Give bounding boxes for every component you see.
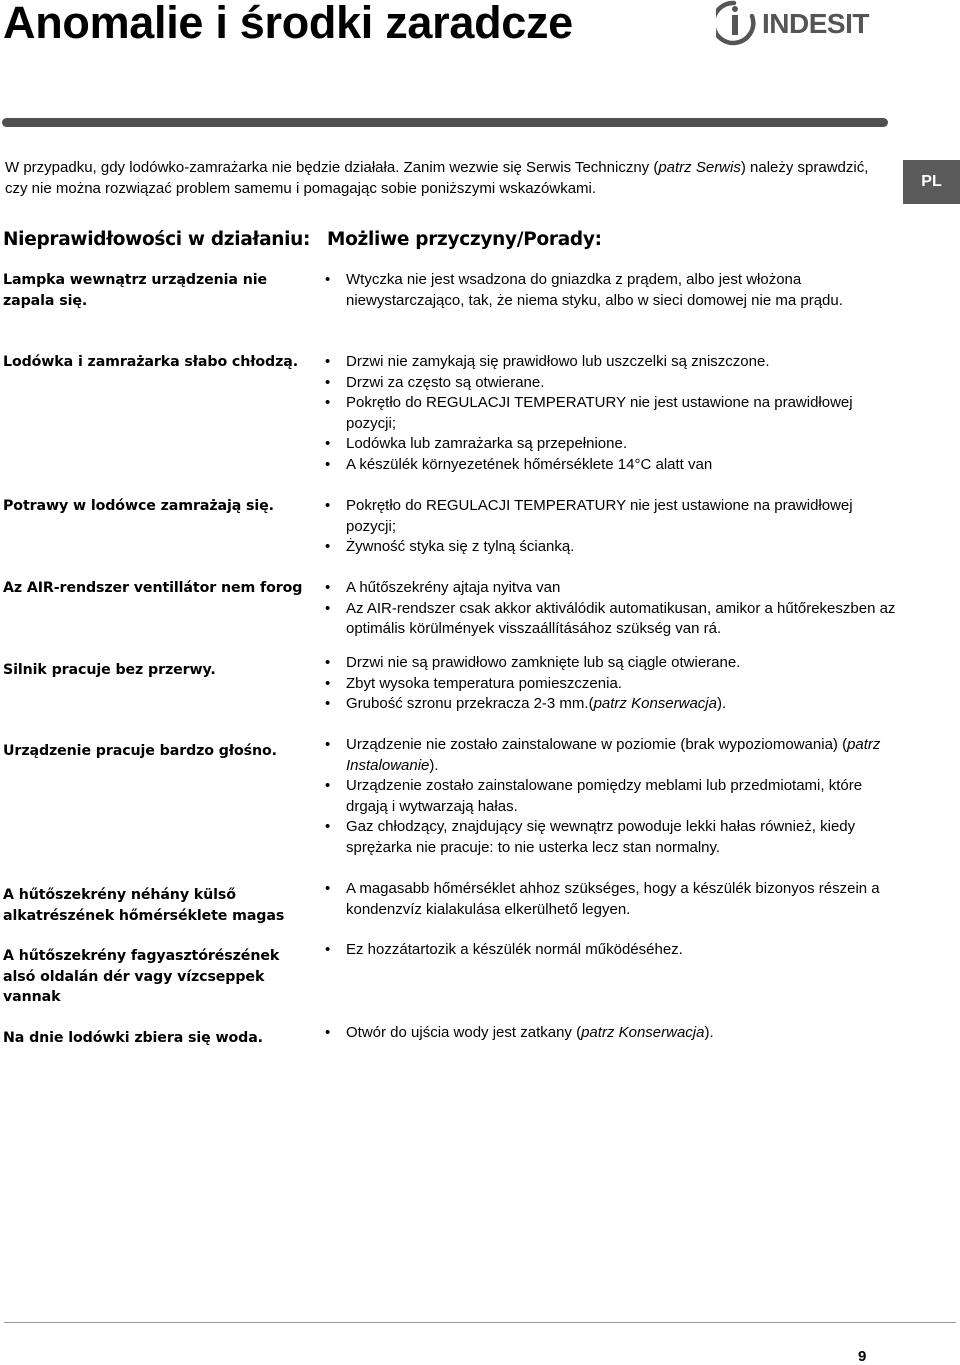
cause-list (322, 879, 902, 920)
cause-list (322, 352, 902, 475)
cause-ref: patrz Instalowanie (346, 736, 881, 774)
cause-item: • Wtyczka nie jest wsadzona do gniazdka z prądem, albo jest włożona niewystarczająco, tak, że niema styku, albo w sieci domowej nie ma prądu. (322, 270, 902, 311)
cause-item: • Drzwi za często są otwierane. (322, 373, 902, 394)
cause-list (322, 270, 902, 311)
cause-item: • Ez hozzátartozik a készülék normál működéséhez. (322, 940, 902, 961)
cause-item: • Żywność styka się z tylną ścianką. (322, 537, 902, 558)
problem-item: Urządzenie pracuje bardzo głośno. (3, 743, 277, 759)
cause-item: • Gaz chłodzący, znajdujący się wewnątrz powoduje lekki hałas również, kiedy sprężarka nie pracuje: to nie usterka lecz stan normalny. (322, 817, 902, 858)
problem-item: Lodówka i zamrażarka słabo chłodzą. (3, 354, 299, 370)
cause-list (322, 578, 902, 640)
cause-item: • Zbyt wysoka temperatura pomieszczenia. (322, 674, 902, 695)
cause-list (322, 653, 902, 715)
problem-item: Lampka wewnątrz urządzenia nie zapala się. (3, 272, 268, 309)
brand-logo (716, 0, 896, 46)
cause-item: • Drzwi nie są prawidłowo zamknięte lub są ciągle otwierane. (322, 653, 902, 674)
intro-ref: patrz Serwis (658, 159, 741, 176)
problems-heading: Nieprawidłowości w działaniu: (3, 229, 311, 250)
problem-item: Potrawy w lodówce zamrażają się. (3, 498, 274, 514)
problem-item: A hűtőszekrény néhány külső alkatrészének hőmérséklete magas (3, 887, 285, 924)
cause-item: • Otwór do ujścia wody jest zatkany (patrz Konserwacja). (322, 1023, 902, 1044)
language-tab: PL (903, 160, 960, 204)
cause-item: • Urządzenie zostało zainstalowane pomiędzy meblami lub przedmiotami, które drgają i wytwarzają hałas. (322, 776, 902, 817)
causes-heading: Możliwe przyczyny/Porady: (327, 229, 602, 250)
cause-list (322, 735, 902, 858)
cause-item: • A készülék környezetének hőmérséklete 14°C alatt van (322, 455, 902, 476)
cause-list (322, 496, 902, 558)
cause-item: • Pokrętło do REGULACJI TEMPERATURY nie jest ustawione na prawidłowej pozycji; (322, 496, 902, 537)
footer-divider (4, 1322, 956, 1323)
page-number: 9 (858, 1348, 867, 1365)
cause-item: • Urządzenie nie zostało zainstalowane w poziomie (brak wypoziomowania) (patrz Instalowanie). (322, 735, 902, 776)
problem-item: Silnik pracuje bez przerwy. (3, 662, 216, 678)
intro-paragraph: W przypadku, gdy lodówko-zamrażarka nie będzie działała. Zanim wezwie się Serwis Techniczny (patrz Serwis) należy sprawdzić, czy nie można rozwiązać problem samemu i pomagając sobie poniższymi wskazówkami. (5, 159, 869, 197)
indesit-logo-icon (716, 0, 896, 46)
cause-ref: patrz Konserwacja (593, 695, 717, 712)
problem-item: Na dnie lodówki zbiera się woda. (3, 1030, 263, 1046)
cause-item: • Lodówka lub zamrażarka są przepełnione. (322, 434, 902, 455)
page-title: Anomalie i środki zaradcze (3, 0, 573, 48)
cause-item: • Drzwi nie zamykają się prawidłowo lub uszczelki są zniszczone. (322, 352, 902, 373)
cause-item: • Az AIR-rendszer csak akkor aktiválódik automatikusan, amikor a hűtőrekeszben az optimális körülmények visszaállításához szükség van rá. (322, 599, 902, 640)
cause-item: • A hűtőszekrény ajtaja nyitva van (322, 578, 902, 599)
cause-ref: patrz Konserwacja (581, 1024, 705, 1041)
header-divider (2, 118, 888, 127)
brand-name: INDESIT (762, 8, 869, 39)
cause-item: • A magasabb hőmérséklet ahhoz szükséges, hogy a készülék bizonyos részein a kondenzvíz kialakulása elkerülhető legyen. (322, 879, 902, 920)
problem-item: Az AIR-rendszer ventillátor nem forog (3, 580, 303, 596)
problem-item: A hűtőszekrény fagyasztórészének alsó oldalán dér vagy vízcseppek vannak (3, 948, 280, 1005)
cause-item: • Pokrętło do REGULACJI TEMPERATURY nie jest ustawione na prawidłowej pozycji; (322, 393, 902, 434)
cause-list (322, 940, 902, 961)
cause-item: • Grubość szronu przekracza 2-3 mm.(patrz Konserwacja). (322, 694, 902, 715)
cause-list (322, 1023, 902, 1044)
